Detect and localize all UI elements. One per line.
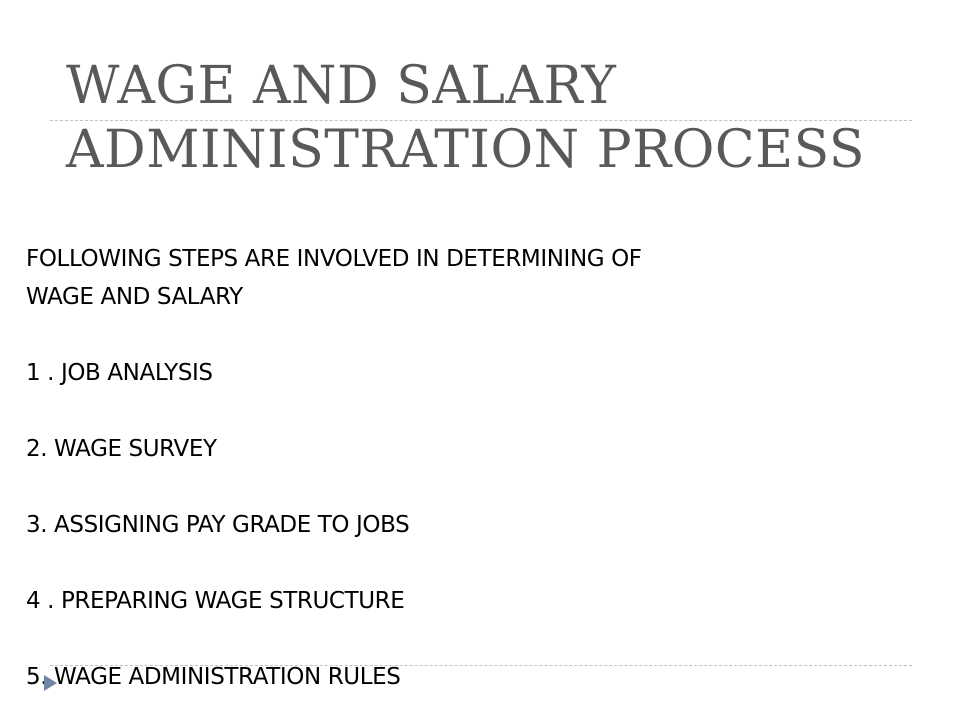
triangle-arrow-icon [44,675,57,691]
slide-title-line1: WAGE AND SALARY [66,56,617,116]
footer-divider [50,665,912,666]
slide-title [66,54,946,182]
step-item-4: 4 . PREPARING WAGE STRUCTURE [26,588,405,614]
slide-title-line2: ADMINISTRATION PROCESS [66,120,865,180]
intro-text [26,240,642,316]
intro-line2: WAGE AND SALARY [26,284,243,310]
title-divider [50,120,912,121]
intro-line1: FOLLOWING STEPS ARE INVOLVED IN DETERMINING OF [26,246,642,272]
step-item-3: 3. ASSIGNING PAY GRADE TO JOBS [26,512,410,538]
step-item-5: 5. WAGE ADMINISTRATION RULES [26,664,401,690]
step-item-1: 1 . JOB ANALYSIS [26,360,213,386]
step-item-2: 2. WAGE SURVEY [26,436,217,462]
